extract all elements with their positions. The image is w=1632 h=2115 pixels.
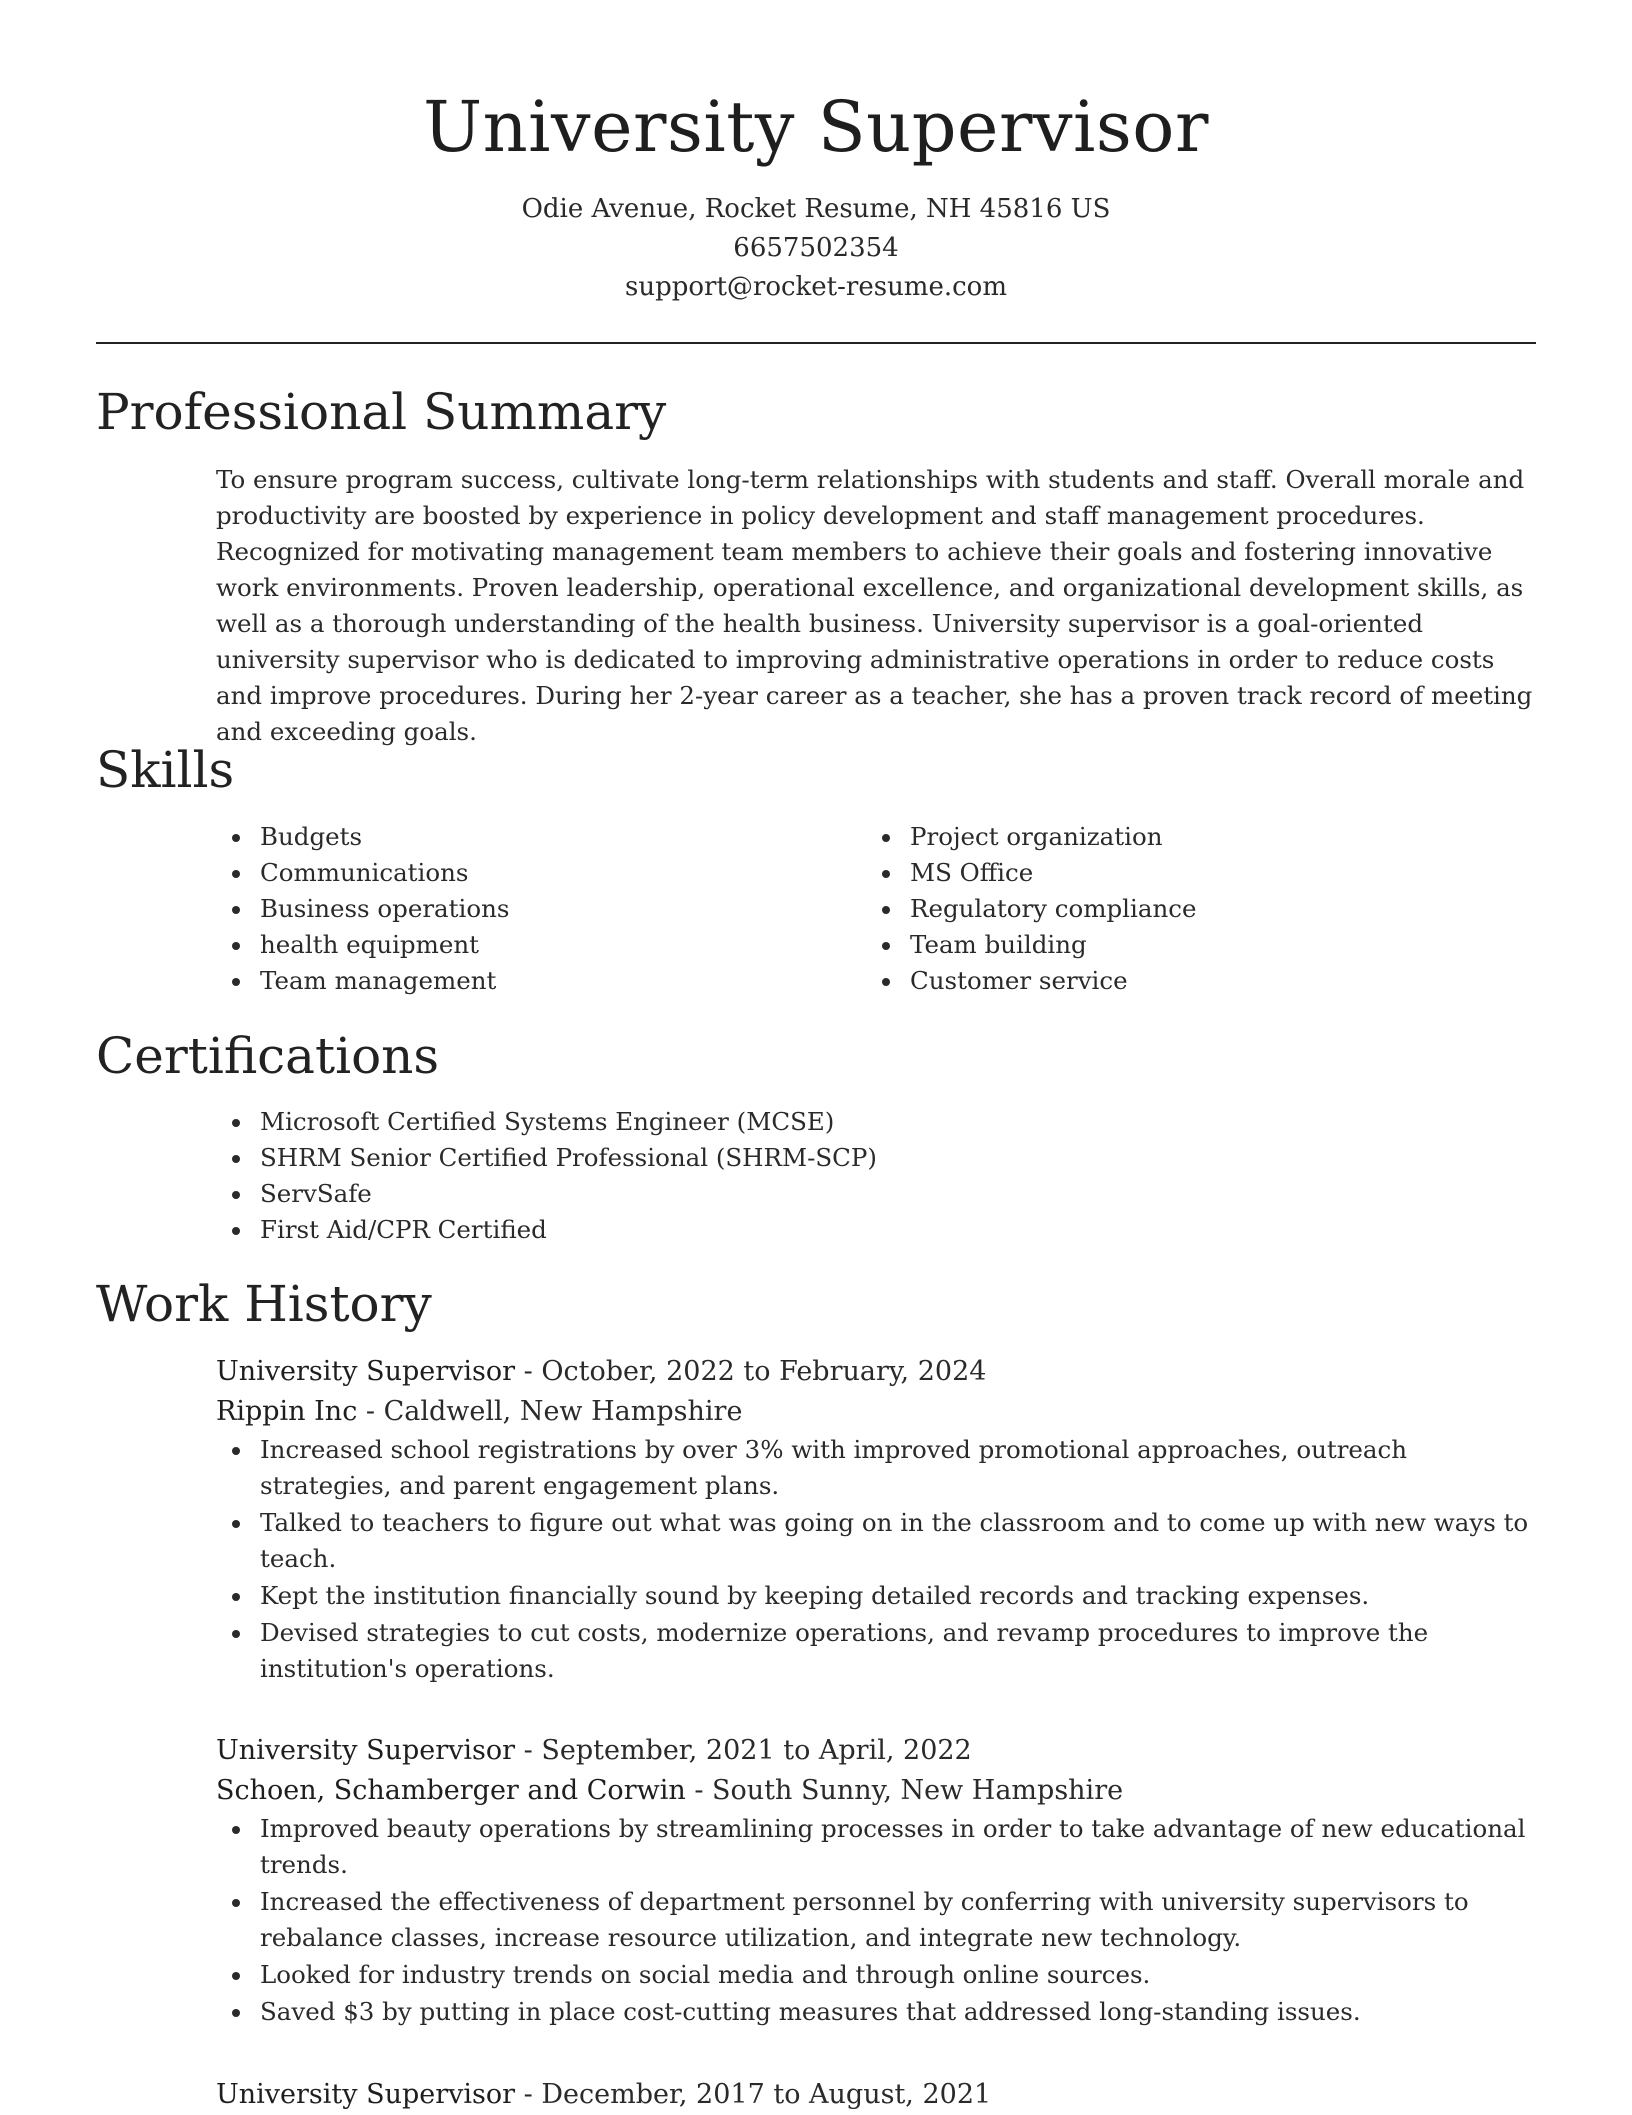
company-name: Schoen, Schamberger and Corwin (216, 1775, 686, 1806)
certification-item: ServSafe (216, 1176, 1416, 1212)
job-dates: October, 2022 to February, 2024 (541, 1356, 987, 1387)
job-entry (216, 1731, 1536, 2031)
contact-email: support@rocket-resume.com (624, 272, 1007, 302)
job-entry (216, 2075, 1536, 2115)
certifications-heading: Certifications (96, 1027, 440, 1085)
job-title-line (216, 2075, 1536, 2115)
separator: - (515, 2079, 542, 2110)
job-duty: Kept the institution financially sound by keeping detailed records and tracking expenses. (216, 1578, 1536, 1614)
skill-item: MS Office (866, 855, 1466, 891)
skill-item: Budgets (216, 819, 816, 855)
certifications-list (216, 1104, 1416, 1248)
job-duty: Saved $3 by putting in place cost-cutting measures that addressed long-standing issues. (216, 1994, 1536, 2030)
job-title-line (216, 1731, 1536, 1771)
job-dates: December, 2017 to August, 2021 (541, 2079, 992, 2110)
header-divider (96, 342, 1536, 344)
resume-header (0, 82, 1632, 307)
skills-list-left (216, 819, 816, 999)
separator: - (515, 1356, 542, 1387)
job-duties-list (216, 1432, 1536, 1687)
summary-text: To ensure program success, cultivate long-term relationships with students and staff. Overall morale and productivity are boosted by experience in policy development and staff management procedures. Recognized for motivating management team members to achieve their goals and fostering innovative work environments. Proven leadership, operational excellence, and organizational development skills, as well as a thorough understanding of the health business. University supervisor is a goal-oriented university supervisor who is dedicated to improving administrative operations in order to reduce costs and improve procedures. During her 2-year career as a teacher, she has a proven track record of meeting and exceeding goals. (216, 465, 1533, 746)
job-duty: Increased the effectiveness of department personnel by conferring with university supervisors to rebalance classes, increase resource utilization, and integrate new technology. (216, 1884, 1536, 1956)
job-duty: Looked for industry trends on social media and through online sources. (216, 1957, 1536, 1993)
skill-item: Communications (216, 855, 816, 891)
skill-item: Team management (216, 963, 816, 999)
summary-heading: Professional Summary (96, 383, 667, 441)
separator: - (515, 1735, 542, 1766)
company-name: Rippin Inc (216, 1396, 358, 1427)
skills-list-right (866, 819, 1466, 999)
job-duty: Talked to teachers to figure out what was going on in the classroom and to come up with new ways to teach. (216, 1505, 1536, 1577)
job-location: Caldwell, New Hampshire (383, 1396, 743, 1427)
job-company-line (216, 1771, 1536, 1811)
skill-item: Customer service (866, 963, 1466, 999)
contact-phone: 6657502354 (733, 233, 899, 263)
job-title: University Supervisor (216, 2079, 516, 2110)
certification-item: First Aid/CPR Certified (216, 1212, 1416, 1248)
job-location: South Sunny, New Hampshire (712, 1775, 1124, 1806)
job-title-line (216, 1352, 1536, 1392)
job-company-line (216, 1392, 1536, 1432)
job-title: University Supervisor (216, 1735, 516, 1766)
skill-item: Regulatory compliance (866, 891, 1466, 927)
skill-item: health equipment (216, 927, 816, 963)
work-history-heading: Work History (96, 1275, 432, 1333)
job-entry (216, 1352, 1536, 1688)
job-duty: Increased school registrations by over 3% with improved promotional approaches, outreach strategies, and parent engagement plans. (216, 1432, 1536, 1504)
separator: - (685, 1775, 713, 1806)
contact-address: Odie Avenue, Rocket Resume, NH 45816 US (521, 194, 1111, 224)
job-dates: September, 2021 to April, 2022 (541, 1735, 972, 1766)
skill-item: Project organization (866, 819, 1466, 855)
certification-item: Microsoft Certified Systems Engineer (MCSE) (216, 1104, 1416, 1140)
job-title: University Supervisor (216, 1356, 516, 1387)
skill-item: Team building (866, 927, 1466, 963)
skills-heading: Skills (96, 741, 235, 799)
candidate-name: University Supervisor (423, 86, 1209, 168)
skill-item: Business operations (216, 891, 816, 927)
certification-item: SHRM Senior Certified Professional (SHRM-SCP) (216, 1140, 1416, 1176)
job-duty: Improved beauty operations by streamlining processes in order to take advantage of new educational trends. (216, 1811, 1536, 1883)
job-duty: Devised strategies to cut costs, modernize operations, and revamp procedures to improve the institution's operations. (216, 1615, 1536, 1687)
job-duties-list (216, 1811, 1536, 2030)
separator: - (357, 1396, 384, 1427)
